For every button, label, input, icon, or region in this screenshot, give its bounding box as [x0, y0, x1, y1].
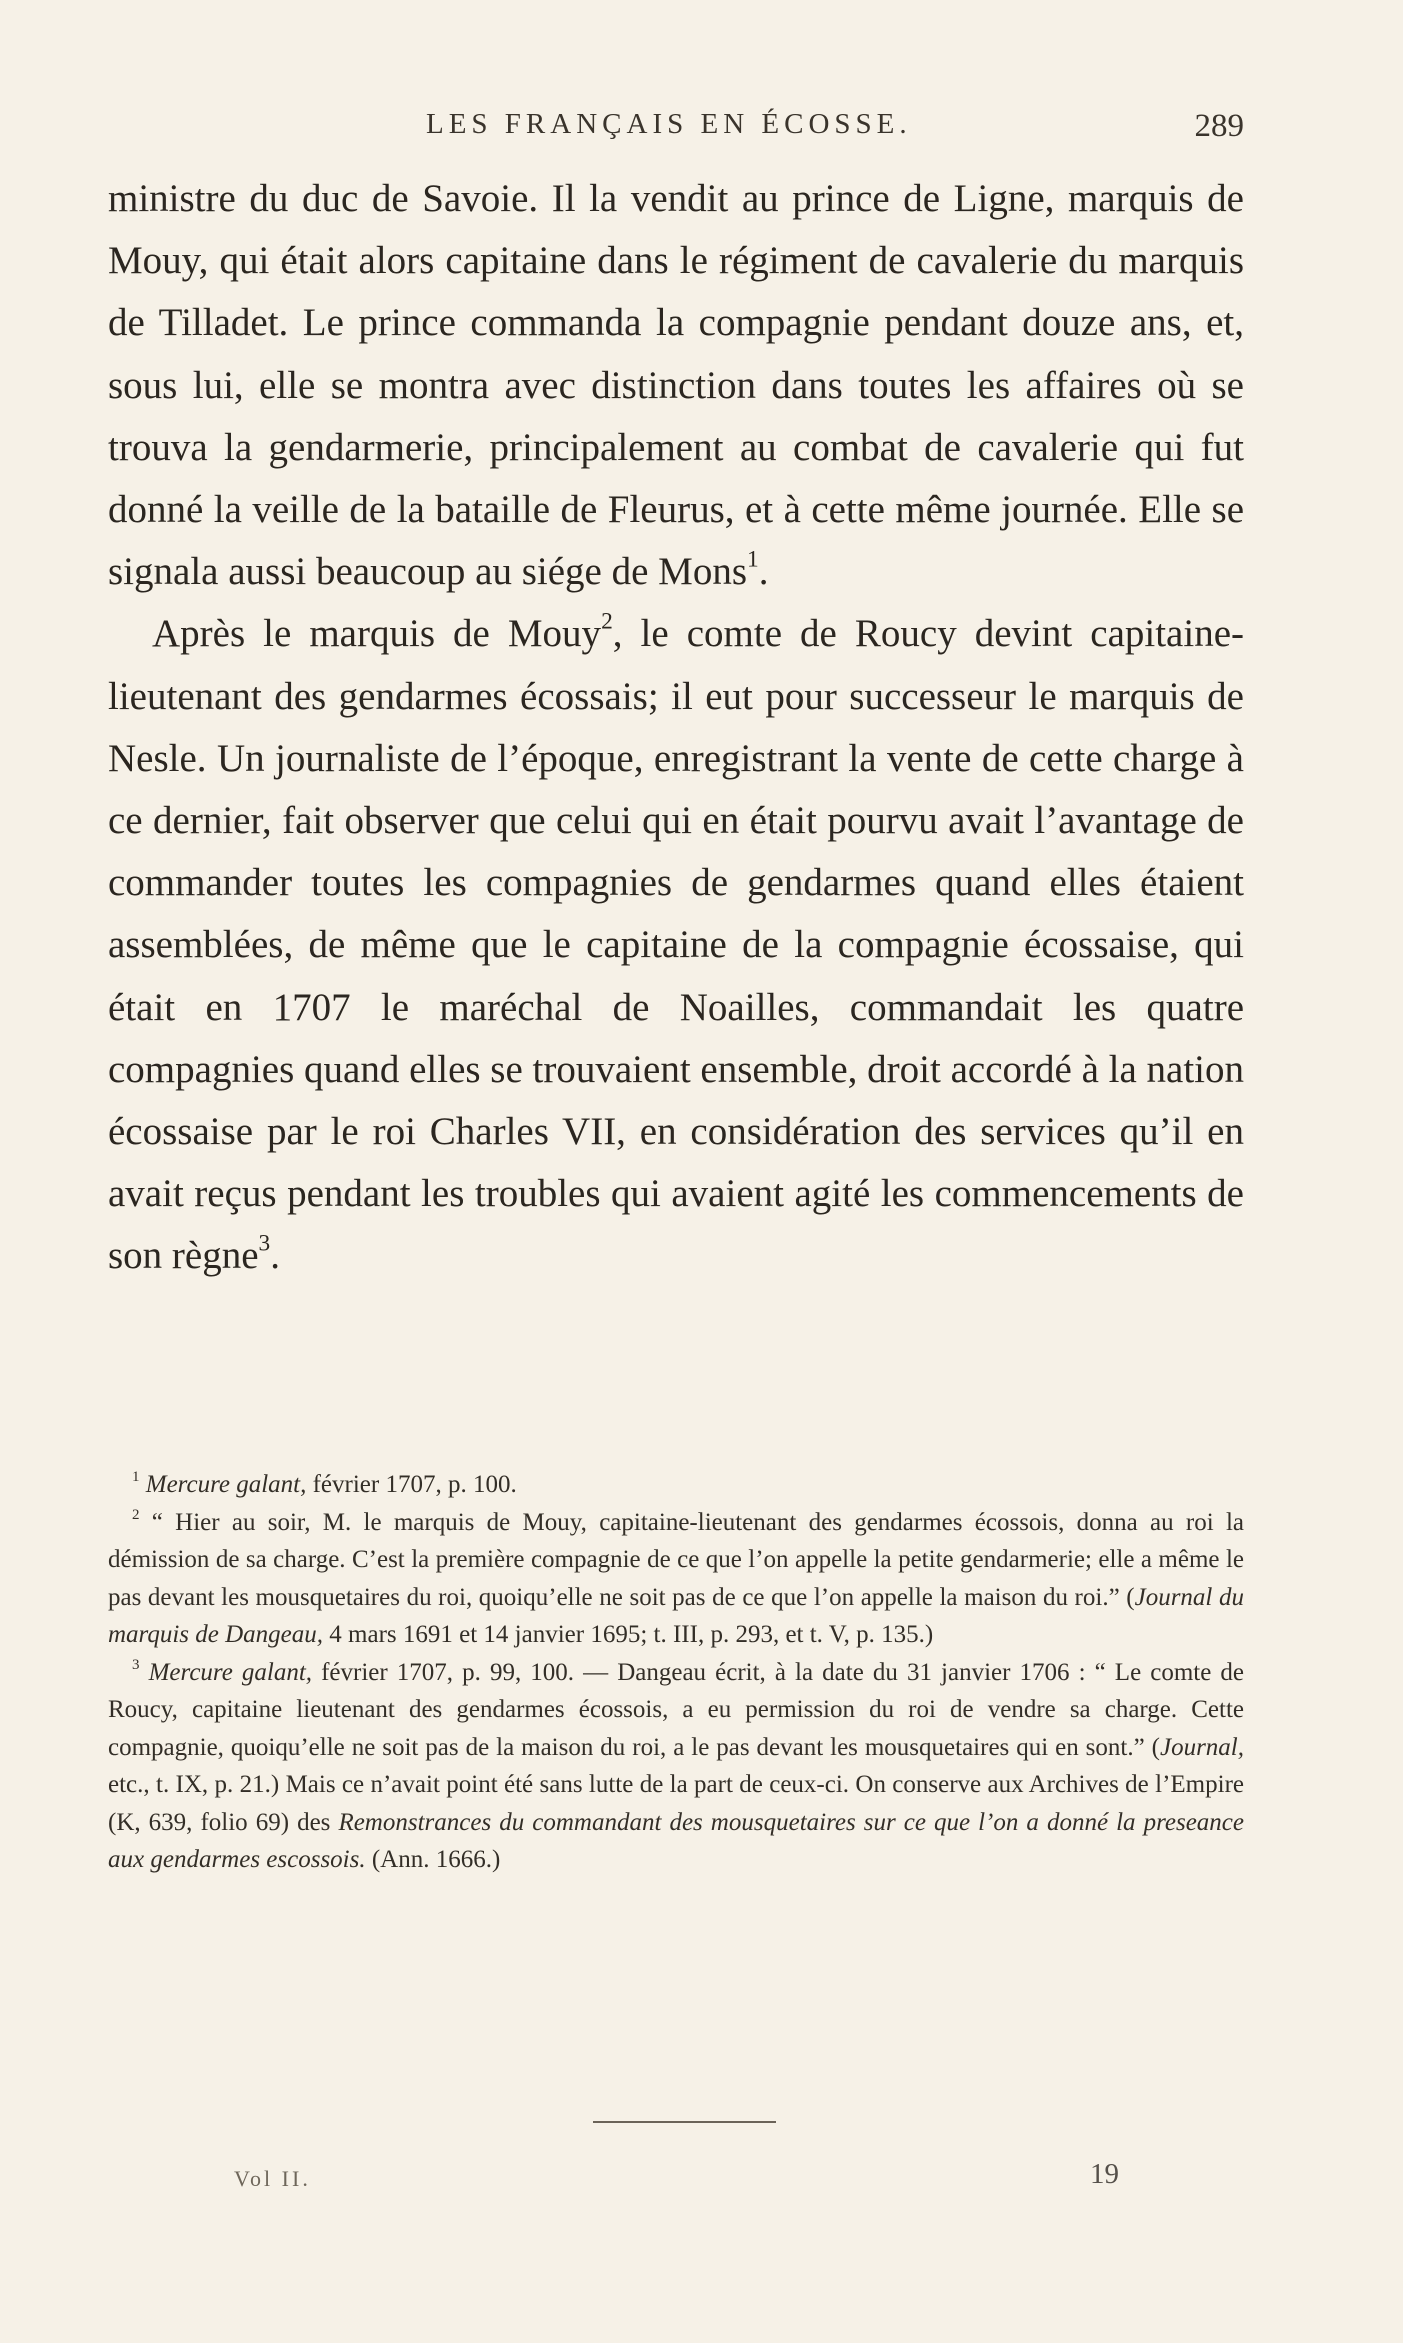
paragraph-2-end: .	[270, 1234, 280, 1278]
footnote-1-title: Mercure galant,	[145, 1471, 307, 1498]
footnote-3-title-1: Mercure galant,	[148, 1658, 313, 1686]
footnotes	[108, 1466, 1244, 1879]
paragraph-1-end: .	[758, 550, 769, 594]
page-header	[108, 108, 1244, 148]
paragraph-1	[108, 168, 1244, 603]
footnote-3-title-3: Remonstrances du commandant des mousquetaires sur ce que l’on a donné la preseance aux gendarmes escossois.	[108, 1808, 1244, 1873]
paragraph-2-text-a: Après le marquis de Mouy	[152, 612, 602, 656]
footnote-2-text: “ Hier au soir, M. le marquis de Mouy, capitaine-lieutenant des gendarmes écossois, donna au roi la démission de sa charge. C’est la première compagnie de ce que l’on appelle la petite gendarmerie; elle a même le pas devant les mousquetaires du roi, quoiqu’elle ne soit pas de ce que l’on appelle la maison du roi.” (	[108, 1508, 1244, 1611]
footnote-ref-3: 3	[258, 1230, 271, 1257]
footnote-3-title-2: Journal,	[1159, 1733, 1244, 1761]
footnote-ref-1: 1	[747, 546, 759, 573]
paragraph-2-text-b: , le comte de Roucy devint capitaine-lieutenant des gendarmes écossais; il eut pour successeur le marquis de Nesle. Un journaliste de l’époque, enregistrant la vente de cette charge à ce dernier, fait observer que celui qui en était pourvu avait l’avantage de commander toutes les compagnies de gendarmes quand elles étaient assemblées, de même que le capitaine de la compagnie écossaise, qui était en 1707 le maréchal de Noailles, commandait les quatre compagnies quand elles se trouvaient ensemble, droit accordé à la nation écossaise par le roi Charles VII, en considération des services qu’il en avait reçus pendant les troubles qui avaient agité les commencements de son règne	[108, 612, 1245, 1278]
main-text	[108, 168, 1244, 1288]
footnote-3-text-3: (Ann. 1666.)	[365, 1846, 501, 1873]
footnote-3-text-1: février 1707, p. 99, 100. — Dangeau écrit, à la date du 31 janvier 1706 : “ Le comte de Roucy, capitaine lieutenant des gendarmes écossois, a eu permission du roi de vendre sa charge. Cette compagnie, quoiqu’elle ne soit pas de la maison du roi, a le pas devant les mousquetaires qui en sont.” (	[108, 1658, 1245, 1761]
footer-rule	[593, 2121, 776, 2123]
footnote-1-number: 1	[132, 1468, 140, 1485]
paragraph-1-text: ministre du duc de Savoie. Il la vendit au prince de Ligne, marquis de Mouy, qui était alors capitaine dans le régiment de cavalerie du marquis de Tilladet. Le prince commanda la compagnie pendant douze ans, et, sous lui, elle se montra avec distinction dans toutes les affaires où se trouva la gendarmerie, principalement au combat de cavalerie qui fut donné la veille de la bataille de Fleurus, et à cette même journée. Elle se signala aussi beaucoup au siége de Mons	[108, 177, 1244, 594]
footnote-2	[108, 1504, 1244, 1654]
footnote-2-title: Journal du marquis de Dangeau,	[108, 1583, 1244, 1648]
footnote-ref-2: 2	[601, 608, 613, 635]
footnote-2-number: 2	[132, 1506, 140, 1523]
page-number: 289	[1194, 108, 1244, 144]
running-title: LES FRANÇAIS EN ÉCOSSE.	[426, 108, 912, 140]
footnote-3-text-2: etc., t. IX, p. 21.) Mais ce n’avait point été sans lutte de la part de ceux-ci. On conserve aux Archives de l’Empire (K, 639, folio 69) des	[108, 1771, 1244, 1836]
paragraph-2	[108, 603, 1244, 1287]
footnote-3	[108, 1654, 1244, 1879]
footnote-1	[108, 1466, 1244, 1504]
sheet-number: 19	[1090, 2158, 1119, 2190]
signature-mark: Vol II.	[234, 2166, 311, 2191]
footnote-2-text-end: 4 mars 1691 et 14 janvier 1695; t. III, p. 293, et t. V, p. 135.)	[323, 1621, 934, 1648]
footnote-1-text: février 1707, p. 100.	[306, 1471, 517, 1498]
footnote-3-number: 3	[132, 1656, 140, 1673]
